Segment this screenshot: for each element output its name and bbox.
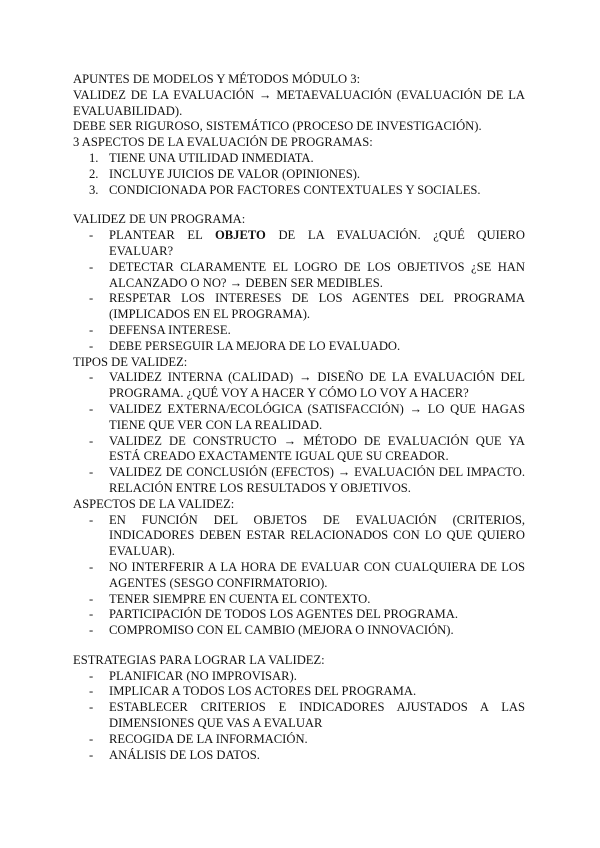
tipos-validez-list: [73, 370, 525, 496]
dash-bullet: -: [89, 433, 94, 448]
dash-bullet: -: [89, 607, 94, 622]
list-item-text: VALIDEZ EXTERNA/ECOLÓGICA (SATISFACCIÓN) → LO QUE HAGAS TIENE QUE VER CON LA REALIDAD.: [109, 401, 525, 432]
list-item-text: RECOGIDA DE LA INFORMACIÓN.: [109, 731, 308, 746]
list-item-text: RESPETAR LOS INTERESES DE LOS AGENTES DEL PROGRAMA (IMPLICADOS EN EL PROGRAMA).: [109, 291, 525, 322]
list-item: [73, 323, 525, 339]
estrategias-list: [73, 669, 525, 764]
validez-programa-list: [73, 228, 525, 354]
list-item: [73, 402, 525, 434]
list-item: [73, 732, 525, 748]
dash-bullet: -: [89, 370, 94, 385]
list-item-text-post: DE LA EVALUACIÓN. ¿QUÉ QUIERO EVALUAR?: [109, 228, 525, 258]
dash-bullet: -: [89, 668, 94, 683]
dash-bullet: -: [89, 259, 94, 274]
list-item-text: DEBE PERSEGUIR LA MEJORA DE LO EVALUADO.: [109, 338, 401, 353]
dash-bullet: -: [89, 512, 94, 527]
list-item: [73, 592, 525, 608]
list-item-text: INCLUYE JUICIOS DE VALOR (OPINIONES).: [109, 166, 361, 181]
estrategias-heading: ESTRATEGIAS PARA LOGRAR LA VALIDEZ:: [73, 652, 325, 667]
list-item: [73, 684, 525, 700]
dash-bullet: -: [89, 322, 94, 337]
list-item: [73, 513, 525, 560]
dash-bullet: -: [89, 684, 94, 699]
list-item: [73, 370, 525, 402]
dash-bullet: -: [89, 747, 94, 762]
list-item: [73, 434, 525, 466]
list-item-text: PLANIFICAR (NO IMPROVISAR).: [109, 668, 297, 683]
dash-bullet: -: [89, 228, 94, 243]
list-item-text: VALIDEZ DE CONCLUSIÓN (EFECTOS) → EVALUACIÓN DEL IMPACTO. RELACIÓN ENTRE LOS RESULTADOS Y OBJETIVOS.: [109, 465, 525, 495]
list-item: [73, 669, 525, 685]
tres-aspectos-heading: 3 ASPECTOS DE LA EVALUACIÓN DE PROGRAMAS:: [73, 135, 373, 150]
dash-bullet: -: [89, 401, 94, 416]
list-number: 3.: [89, 182, 99, 197]
dash-bullet: -: [89, 623, 94, 638]
list-item-text: ANÁLISIS DE LOS DATOS.: [109, 747, 260, 762]
list-item: [73, 700, 525, 732]
list-item: [73, 465, 525, 497]
list-item-text: TENER SIEMPRE EN CUENTA EL CONTEXTO.: [109, 591, 371, 606]
validez-programa-heading: VALIDEZ DE UN PROGRAMA:: [73, 212, 246, 227]
list-item: [73, 560, 525, 592]
objeto-bold-text: OBJETO: [214, 228, 266, 243]
list-item: [73, 607, 525, 623]
list-item: [73, 623, 525, 639]
list-item-text: DETECTAR CLARAMENTE EL LOGRO DE LOS OBJETIVOS ¿SE HAN ALCANZADO O NO? → DEBEN SER MEDIBLES.: [109, 259, 525, 290]
dash-bullet: -: [89, 291, 94, 306]
list-item: [73, 260, 525, 292]
list-item-text: TIENE UNA UTILIDAD INMEDIATA.: [109, 150, 314, 165]
list-item: [73, 167, 525, 183]
dash-bullet: -: [89, 559, 94, 574]
document-body: [73, 72, 525, 763]
list-item: [73, 183, 525, 199]
list-item: [73, 339, 525, 355]
list-item-text: CONDICIONADA POR FACTORES CONTEXTUALES Y SOCIALES.: [109, 182, 481, 197]
list-item-text: VALIDEZ DE CONSTRUCTO → MÉTODO DE EVALUACIÓN QUE YA ESTÁ CREADO EXACTAMENTE IGUAL QUE SU CREADOR.: [109, 433, 525, 464]
list-item-text: ESTABLECER CRITERIOS E INDICADORES AJUSTADOS A LAS DIMENSIONES QUE VAS A EVALUAR: [109, 700, 525, 731]
list-item-text: IMPLICAR A TODOS LOS ACTORES DEL PROGRAMA.: [109, 684, 417, 699]
list-item-text: PARTICIPACIÓN DE TODOS LOS AGENTES DEL PROGRAMA.: [109, 607, 459, 622]
list-item-text: EN FUNCIÓN DEL OBJETOS DE EVALUACIÓN (CRITERIOS, INDICADORES DEBEN ESTAR RELACIONADOS CON LO QUE QUIERO EVALUAR).: [109, 512, 525, 559]
dash-bullet: -: [89, 465, 94, 480]
dash-bullet: -: [89, 338, 94, 353]
list-item-text-pre: PLANTEAR EL: [109, 228, 215, 243]
dash-bullet: -: [89, 591, 94, 606]
dash-bullet: -: [89, 700, 94, 715]
tipos-validez-heading: TIPOS DE VALIDEZ:: [73, 354, 188, 369]
riguroso-line: DEBE SER RIGUROSO, SISTEMÁTICO (PROCESO DE INVESTIGACIÓN).: [73, 119, 482, 134]
tres-aspectos-list: [73, 151, 525, 198]
list-item-text: NO INTERFERIR A LA HORA DE EVALUAR CON CUALQUIERA DE LOS AGENTES (SESGO CONFIRMATORIO).: [109, 559, 525, 590]
list-item-text: COMPROMISO CON EL CAMBIO (MEJORA O INNOVACIÓN).: [109, 623, 454, 638]
list-item: [73, 151, 525, 167]
aspectos-validez-list: [73, 513, 525, 639]
aspectos-validez-heading: ASPECTOS DE LA VALIDEZ:: [73, 496, 235, 511]
document-title: APUNTES DE MODELOS Y MÉTODOS MÓDULO 3:: [73, 72, 361, 86]
list-item-text: DEFENSA INTERESE.: [109, 322, 231, 337]
paragraph-gap: [73, 639, 525, 653]
list-item-text: VALIDEZ INTERNA (CALIDAD) → DISEÑO DE LA EVALUACIÓN DEL PROGRAMA. ¿QUÉ VOY A HACER Y CÓMO LO VOY A HACER?: [109, 370, 525, 401]
list-number: 2.: [89, 166, 99, 181]
list-number: 1.: [89, 150, 99, 165]
dash-bullet: -: [89, 731, 94, 746]
list-item: [73, 291, 525, 323]
paragraph-gap: [73, 198, 525, 212]
validez-evaluacion-line: VALIDEZ DE LA EVALUACIÓN → METAEVALUACIÓN (EVALUACIÓN DE LA EVALUABILIDAD).: [73, 87, 525, 118]
list-item: [73, 748, 525, 764]
list-item: [73, 228, 525, 260]
